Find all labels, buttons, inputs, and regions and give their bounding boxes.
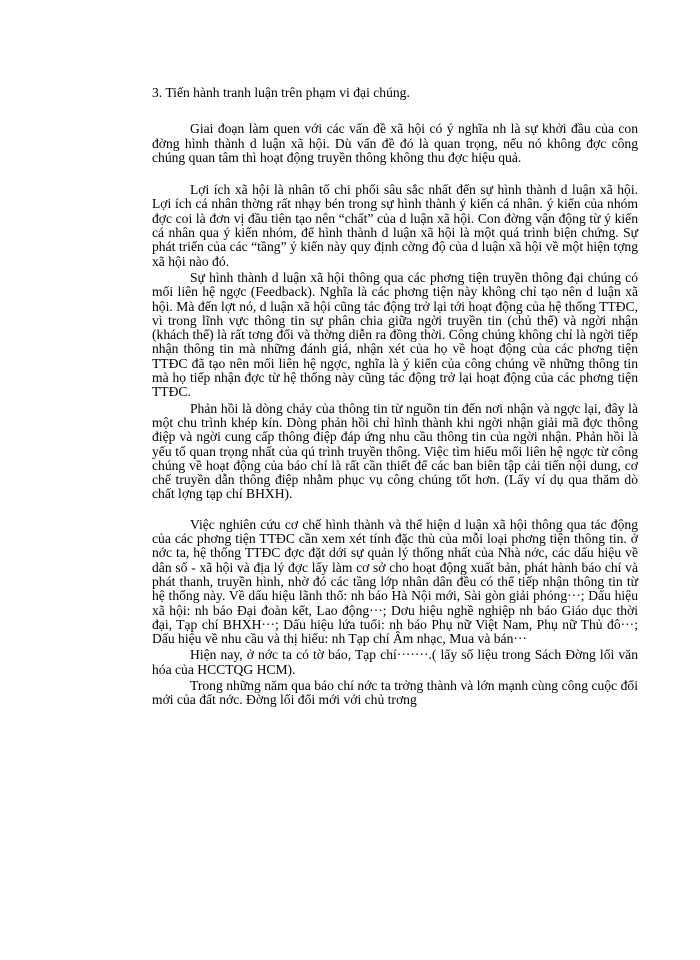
- paragraph-media-research: Việc nghiên cứu cơ chế hình thành và thể hiện d luận xã hội thông qua tác động của các phơng tiện TTĐC cần xem xét tính đặc thù của mỗi loại phơng tiện thông tin. ở nớc ta, hệ thống TTĐC đợc đặt dới sự quản lý thống nhất của Nhà nớc, các dấu hiệu về dân số - xã hội và địa lý đợc lấy làm cơ sở cho hoạt động xuất bản, phát hành báo chí và phát thanh, truyền hình, nhờ đó các tầng lớp nhân dân đều có thể tiếp nhận thông tin từ hệ thống này. Về dấu hiệu lãnh thổ: nh báo Hà Nội mới, Sài gòn giải phóng···; Dấu hiệu xã hội: nh báo Đại đoàn kết, Lao động···; Dơu hiệu nghề nghiệp nh báo Giáo dục thời đại, Tạp chí BHXH···; Dấu hiệu lứa tuổi: nh báo Phụ nữ Việt Nam, Phụ nữ Thủ đô···; Dấu hiệu về nhu cầu và thị hiếu: nh Tạp chí Âm nhạc, Mua và bán···: [152, 516, 638, 647]
- paragraph-intro: Giai đoạn làm quen với các vấn đề xã hội có ý nghĩa nh là sự khởi đầu của con đờng hình thành d luận xã hội. Dù vấn đề đó là quan trọng, nếu nó không đợc công chúng quan tâm thì hoạt động truyền thông không thu đợc hiệu quả.: [152, 121, 638, 165]
- paragraph-feedback-relation: Sự hình thành d luận xã hội thông qua các phơng tiện truyền thông đại chúng có mối liên hệ ngợc (Feedback). Nghĩa là các phơng tiện này không chỉ tạo nên d luận xã hội. Mà đến lợt nó, d luận xã hội cũng tác động trở lại tới hoạt động của hệ thống TTĐC, vì trong lĩnh vực thông tin sự phân chia giữa ngời truyền tin (chủ thể) và ngời nhận (khách thể) là rất tơng đối và thờng diễn ra đồng thời. Công chúng không chỉ là ngời tiếp nhận thông tin mà những đánh giá, nhận xét của họ về hoạt động của các phơng tiện TTĐC đã tạo nên mối liên hệ ngợc, nghĩa là ý kiến của công chúng về những thông tin mà họ tiếp nhận đợc từ hệ thống này cũng tác động trở lại hoạt động của các phơng tiện TTĐC.: [152, 269, 638, 400]
- paragraph-social-interest: Lợi ích xã hội là nhân tố chi phối sâu sắc nhất đến sự hình thành d luận xã hội. Lợi ích cá nhân thờng rất nhạy bén trong sự hình thành ý kiến cá nhân. ý kiến của nhóm đợc coi là đơn vị đầu tiên tạo nên “chất” của d luận xã hội. Con đờng vận động từ ý kiến cá nhân qua ý kiến nhóm, để hình thành d luận xã hội là một quá trình biện chứng. Sự phát triển của các “tầng” ý kiến này quy định cờng độ của d luận xã hội về một hiện tợng xã hội nào đó.: [152, 182, 638, 269]
- paragraph-press-growth: Trong những năm qua báo chí nớc ta trởng thành và lớn mạnh cùng công cuộc đổi mới của đất nớc. Đờng lối đổi mới với chủ trơng: [152, 677, 638, 708]
- section-heading: 3. Tiến hành tranh luận trên phạm vi đại chúng.: [152, 85, 410, 100]
- paragraph-feedback-flow: Phản hồi là dòng chảy của thông tin từ nguồn tin đến nơi nhận và ngợc lại, đây là một chu trình khép kín. Dòng phản hồi chỉ hình thành khi ngời nhận giải mã đợc thông điệp và ngời cung cấp thông điệp đáp ứng nhu cầu thông tin của ngời nhận. Phản hồi là yếu tố quan trọng nhất của qú trình truyền thông. Việc tìm hiểu mối liên hệ ngợc từ công chúng về hoạt động của báo chí là rất cần thiết để các ban biên tập cải tiến nội dung, cơ chế truyền dẫn thông điệp nhằm phục vụ công chúng tốt hơn. (Lấy ví dụ qua thăm dò chất lợng tạp chí BHXH).: [152, 400, 638, 502]
- paragraph-current-press: Hiện nay, ở nớc ta có tờ báo, Tạp chí·······.( lấy số liệu trong Sách Đờng lối văn hóa của HCCTQG HCM).: [152, 647, 638, 677]
- document-page: [152, 86, 638, 708]
